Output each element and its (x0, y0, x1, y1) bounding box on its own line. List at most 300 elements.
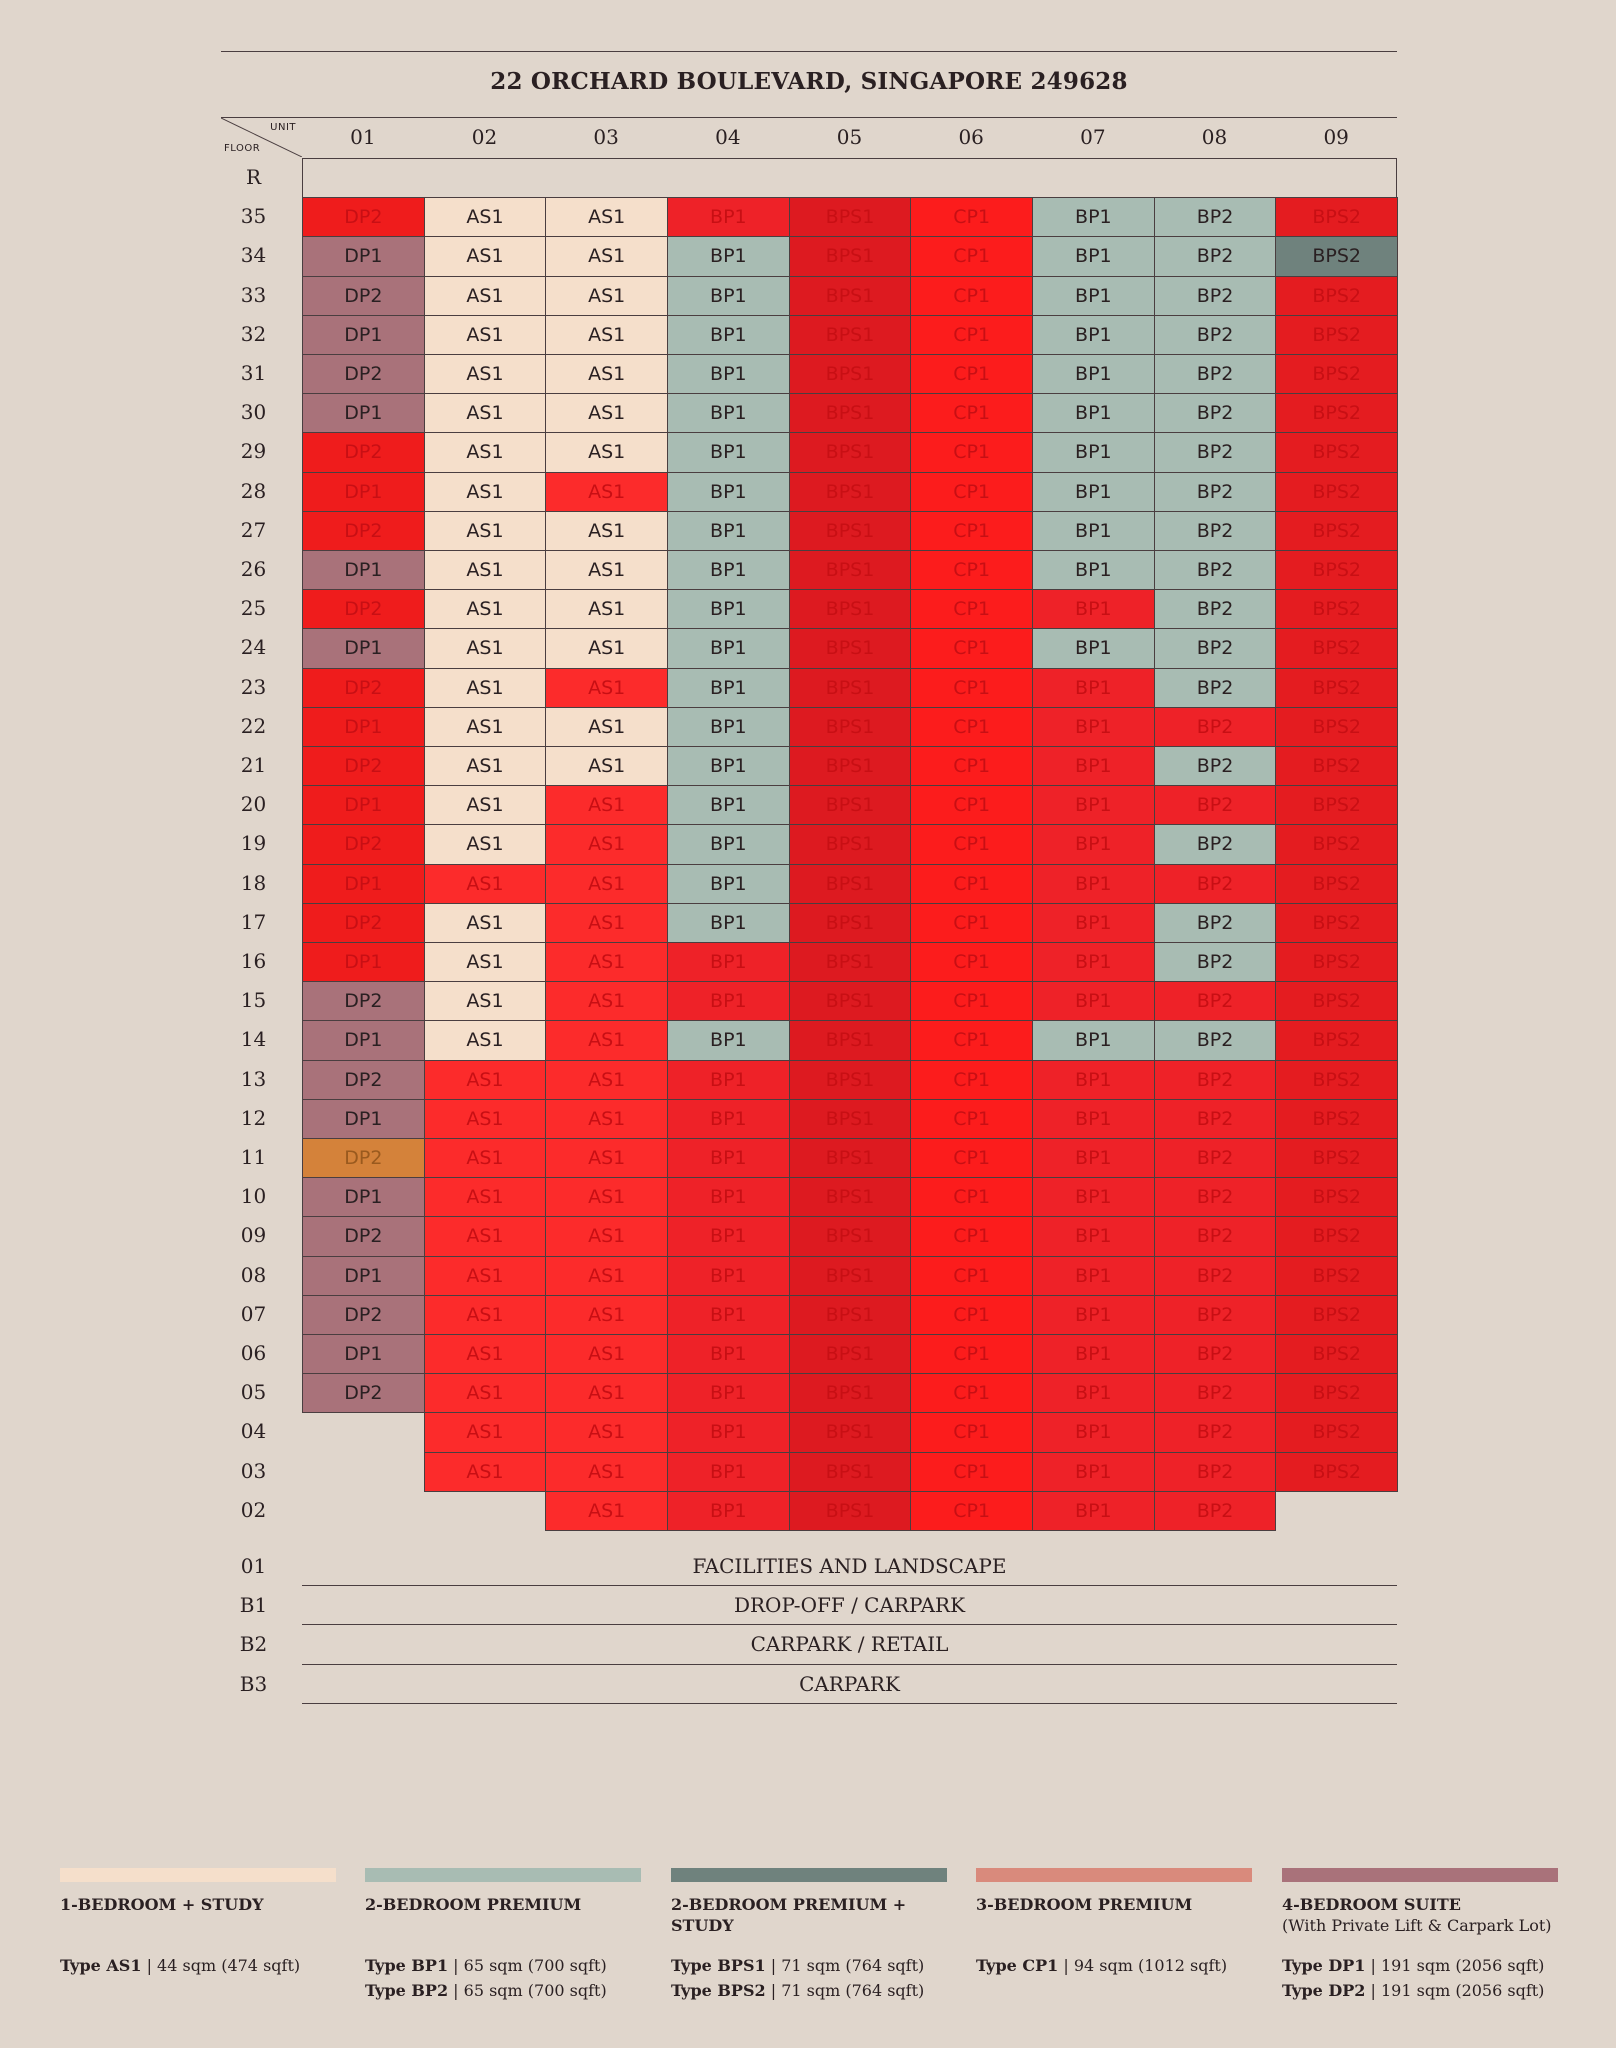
unit-cell[interactable]: DP1 (302, 1099, 425, 1139)
unit-cell[interactable]: BP2 (1154, 1177, 1277, 1217)
unit-cell[interactable]: BPS2 (1275, 1412, 1398, 1452)
unit-cell[interactable]: BPS1 (789, 550, 912, 590)
unit-cell[interactable]: CP1 (910, 1452, 1033, 1492)
unit-cell[interactable]: BP2 (1154, 1295, 1277, 1335)
unit-cell[interactable]: DP1 (302, 707, 425, 747)
unit-cell[interactable]: BP2 (1154, 511, 1277, 551)
unit-cell[interactable]: CP1 (910, 550, 1033, 590)
unit-cell[interactable]: BP1 (1032, 1060, 1155, 1100)
unit-cell[interactable]: AS1 (424, 903, 547, 943)
unit-cell[interactable]: BP1 (667, 903, 790, 943)
unit-cell[interactable]: DP1 (302, 236, 425, 276)
unit-cell[interactable]: AS1 (545, 1177, 668, 1217)
unit-cell[interactable]: BP1 (667, 942, 790, 982)
unit-cell[interactable]: AS1 (424, 393, 547, 433)
unit-cell[interactable]: DP2 (302, 981, 425, 1021)
unit-cell[interactable]: BP1 (667, 1295, 790, 1335)
unit-cell[interactable]: BPS2 (1275, 1216, 1398, 1256)
unit-cell[interactable]: BPS2 (1275, 197, 1398, 237)
unit-cell[interactable]: CP1 (910, 315, 1033, 355)
unit-cell[interactable]: BPS2 (1275, 981, 1398, 1021)
unit-cell[interactable]: BP2 (1154, 707, 1277, 747)
unit-cell[interactable]: BP1 (667, 432, 790, 472)
unit-cell[interactable]: BPS2 (1275, 236, 1398, 276)
unit-cell[interactable]: BP1 (1032, 1491, 1155, 1531)
unit-cell[interactable]: BP1 (667, 550, 790, 590)
unit-cell[interactable]: AS1 (424, 746, 547, 786)
unit-cell[interactable]: BPS1 (789, 824, 912, 864)
unit-cell[interactable]: BP1 (667, 197, 790, 237)
unit-cell[interactable]: CP1 (910, 1177, 1033, 1217)
unit-cell[interactable]: BPS2 (1275, 785, 1398, 825)
unit-cell[interactable]: AS1 (545, 1452, 668, 1492)
unit-cell[interactable]: BP1 (1032, 707, 1155, 747)
unit-cell[interactable]: BPS2 (1275, 1177, 1398, 1217)
unit-cell[interactable]: CP1 (910, 511, 1033, 551)
unit-cell[interactable]: BP1 (667, 707, 790, 747)
unit-cell[interactable]: CP1 (910, 1295, 1033, 1335)
unit-cell[interactable]: CP1 (910, 668, 1033, 708)
unit-cell[interactable]: DP2 (302, 1373, 425, 1413)
unit-cell[interactable]: BP2 (1154, 197, 1277, 237)
unit-cell[interactable]: BPS1 (789, 276, 912, 316)
unit-cell[interactable]: BPS1 (789, 354, 912, 394)
unit-cell[interactable]: CP1 (910, 903, 1033, 943)
unit-cell[interactable]: BPS2 (1275, 1099, 1398, 1139)
unit-cell[interactable]: BP2 (1154, 1452, 1277, 1492)
unit-cell[interactable]: BP1 (667, 511, 790, 551)
unit-cell[interactable]: AS1 (545, 707, 668, 747)
unit-cell[interactable]: AS1 (424, 1373, 547, 1413)
unit-cell[interactable]: AS1 (424, 1334, 547, 1374)
unit-cell[interactable]: AS1 (545, 1256, 668, 1296)
unit-cell[interactable]: BP1 (1032, 550, 1155, 590)
unit-cell[interactable]: CP1 (910, 864, 1033, 904)
unit-cell[interactable]: BP2 (1154, 903, 1277, 943)
unit-cell[interactable]: DP1 (302, 393, 425, 433)
unit-cell[interactable]: AS1 (424, 668, 547, 708)
unit-cell[interactable]: BPS2 (1275, 393, 1398, 433)
unit-cell[interactable]: DP1 (302, 315, 425, 355)
unit-cell[interactable]: BP2 (1154, 1373, 1277, 1413)
unit-cell[interactable]: DP2 (302, 276, 425, 316)
unit-cell[interactable]: BP2 (1154, 393, 1277, 433)
unit-cell[interactable]: CP1 (910, 942, 1033, 982)
unit-cell[interactable]: AS1 (545, 1491, 668, 1531)
unit-cell[interactable]: AS1 (545, 1295, 668, 1335)
unit-cell[interactable]: BPS1 (789, 903, 912, 943)
unit-cell[interactable]: BP1 (1032, 628, 1155, 668)
unit-cell[interactable]: BPS2 (1275, 354, 1398, 394)
unit-cell[interactable]: BPS2 (1275, 1138, 1398, 1178)
unit-cell[interactable]: BP1 (1032, 785, 1155, 825)
unit-cell[interactable]: AS1 (424, 942, 547, 982)
unit-cell[interactable]: BP2 (1154, 981, 1277, 1021)
unit-cell[interactable]: BPS2 (1275, 942, 1398, 982)
unit-cell[interactable]: DP1 (302, 1177, 425, 1217)
unit-cell[interactable]: BP2 (1154, 1491, 1277, 1531)
unit-cell[interactable]: AS1 (545, 864, 668, 904)
unit-cell[interactable]: BP1 (1032, 1334, 1155, 1374)
unit-cell[interactable]: AS1 (545, 1060, 668, 1100)
unit-cell[interactable]: BPS1 (789, 1412, 912, 1452)
unit-cell[interactable]: DP1 (302, 550, 425, 590)
unit-cell[interactable]: BP1 (1032, 903, 1155, 943)
unit-cell[interactable]: AS1 (545, 981, 668, 1021)
unit-cell[interactable]: BP1 (1032, 432, 1155, 472)
unit-cell[interactable]: AS1 (424, 354, 547, 394)
unit-cell[interactable]: BPS1 (789, 942, 912, 982)
unit-cell[interactable]: AS1 (424, 864, 547, 904)
unit-cell[interactable]: BPS1 (789, 1295, 912, 1335)
unit-cell[interactable]: BPS1 (789, 1334, 912, 1374)
unit-cell[interactable]: BPS1 (789, 668, 912, 708)
unit-cell[interactable]: BPS1 (789, 472, 912, 512)
unit-cell[interactable]: AS1 (545, 197, 668, 237)
unit-cell[interactable]: DP2 (302, 668, 425, 708)
unit-cell[interactable]: BP1 (667, 628, 790, 668)
unit-cell[interactable]: BP1 (667, 1491, 790, 1531)
unit-cell[interactable]: AS1 (545, 1373, 668, 1413)
unit-cell[interactable]: AS1 (545, 628, 668, 668)
unit-cell[interactable]: BP2 (1154, 1256, 1277, 1296)
unit-cell[interactable]: AS1 (424, 1099, 547, 1139)
unit-cell[interactable]: DP1 (302, 1334, 425, 1374)
unit-cell[interactable]: BP1 (1032, 511, 1155, 551)
unit-cell[interactable]: CP1 (910, 393, 1033, 433)
unit-cell[interactable]: AS1 (424, 550, 547, 590)
unit-cell[interactable]: BPS1 (789, 1177, 912, 1217)
unit-cell[interactable]: BP1 (1032, 393, 1155, 433)
unit-cell[interactable]: BP1 (1032, 942, 1155, 982)
unit-cell[interactable]: BPS1 (789, 1491, 912, 1531)
unit-cell[interactable]: AS1 (545, 746, 668, 786)
unit-cell[interactable]: DP2 (302, 589, 425, 629)
unit-cell[interactable]: AS1 (424, 785, 547, 825)
unit-cell[interactable]: BPS1 (789, 1452, 912, 1492)
unit-cell[interactable]: BP1 (667, 1412, 790, 1452)
unit-cell[interactable]: BP1 (1032, 1216, 1155, 1256)
unit-cell[interactable]: BP1 (1032, 668, 1155, 708)
unit-cell[interactable]: AS1 (424, 276, 547, 316)
unit-cell[interactable]: DP1 (302, 864, 425, 904)
unit-cell[interactable]: CP1 (910, 1138, 1033, 1178)
unit-cell[interactable]: AS1 (424, 1412, 547, 1452)
unit-cell[interactable]: BPS1 (789, 746, 912, 786)
unit-cell[interactable]: BPS1 (789, 864, 912, 904)
unit-cell[interactable]: AS1 (545, 668, 668, 708)
unit-cell[interactable]: DP2 (302, 1216, 425, 1256)
unit-cell[interactable]: AS1 (545, 276, 668, 316)
unit-cell[interactable]: CP1 (910, 276, 1033, 316)
unit-cell[interactable]: AS1 (545, 903, 668, 943)
unit-cell[interactable]: BPS2 (1275, 472, 1398, 512)
unit-cell[interactable]: AS1 (424, 236, 547, 276)
unit-cell[interactable]: BPS1 (789, 432, 912, 472)
unit-cell[interactable]: BP1 (667, 981, 790, 1021)
unit-cell[interactable]: BP1 (667, 354, 790, 394)
unit-cell[interactable]: BP2 (1154, 628, 1277, 668)
unit-cell[interactable]: BP2 (1154, 864, 1277, 904)
unit-cell[interactable]: BPS2 (1275, 628, 1398, 668)
unit-cell[interactable]: BPS1 (789, 1256, 912, 1296)
unit-cell[interactable]: BP1 (1032, 197, 1155, 237)
unit-cell[interactable]: DP1 (302, 942, 425, 982)
unit-cell[interactable]: DP1 (302, 472, 425, 512)
unit-cell[interactable]: AS1 (424, 628, 547, 668)
unit-cell[interactable]: AS1 (424, 1020, 547, 1060)
unit-cell[interactable]: BP1 (1032, 1177, 1155, 1217)
unit-cell[interactable]: BP2 (1154, 746, 1277, 786)
unit-cell[interactable]: DP2 (302, 746, 425, 786)
unit-cell[interactable]: BP1 (1032, 354, 1155, 394)
unit-cell[interactable]: BPS1 (789, 707, 912, 747)
unit-cell[interactable]: BP1 (1032, 315, 1155, 355)
unit-cell[interactable]: BPS1 (789, 628, 912, 668)
unit-cell[interactable]: AS1 (545, 1099, 668, 1139)
unit-cell[interactable]: BP2 (1154, 1099, 1277, 1139)
unit-cell[interactable]: AS1 (545, 354, 668, 394)
unit-cell[interactable]: AS1 (424, 1060, 547, 1100)
unit-cell[interactable]: BPS2 (1275, 276, 1398, 316)
unit-cell[interactable]: BP1 (1032, 589, 1155, 629)
unit-cell[interactable]: BPS2 (1275, 432, 1398, 472)
unit-cell[interactable]: DP1 (302, 1020, 425, 1060)
unit-cell[interactable]: BPS2 (1275, 1452, 1398, 1492)
unit-cell[interactable]: BPS1 (789, 981, 912, 1021)
unit-cell[interactable]: BP1 (1032, 1256, 1155, 1296)
unit-cell[interactable]: BP1 (667, 276, 790, 316)
unit-cell[interactable]: AS1 (424, 1177, 547, 1217)
unit-cell[interactable]: BPS2 (1275, 1295, 1398, 1335)
unit-cell[interactable]: BP1 (667, 315, 790, 355)
unit-cell[interactable]: BPS2 (1275, 864, 1398, 904)
unit-cell[interactable]: BP1 (667, 1452, 790, 1492)
unit-cell[interactable]: BPS2 (1275, 824, 1398, 864)
unit-cell[interactable]: BP1 (1032, 1295, 1155, 1335)
unit-cell[interactable]: BP1 (1032, 1099, 1155, 1139)
unit-cell[interactable]: AS1 (545, 511, 668, 551)
unit-cell[interactable]: CP1 (910, 785, 1033, 825)
unit-cell[interactable]: BP1 (1032, 236, 1155, 276)
unit-cell[interactable]: CP1 (910, 197, 1033, 237)
unit-cell[interactable]: CP1 (910, 1216, 1033, 1256)
unit-cell[interactable]: CP1 (910, 1373, 1033, 1413)
unit-cell[interactable]: BPS1 (789, 589, 912, 629)
unit-cell[interactable]: BPS2 (1275, 903, 1398, 943)
unit-cell[interactable]: BP2 (1154, 472, 1277, 512)
unit-cell[interactable]: AS1 (545, 393, 668, 433)
unit-cell[interactable]: BP2 (1154, 315, 1277, 355)
unit-cell[interactable]: BP2 (1154, 1412, 1277, 1452)
unit-cell[interactable]: CP1 (910, 589, 1033, 629)
unit-cell[interactable]: CP1 (910, 746, 1033, 786)
unit-cell[interactable]: BPS2 (1275, 1060, 1398, 1100)
unit-cell[interactable]: BP1 (1032, 1452, 1155, 1492)
unit-cell[interactable]: CP1 (910, 707, 1033, 747)
unit-cell[interactable]: AS1 (545, 472, 668, 512)
unit-cell[interactable]: CP1 (910, 354, 1033, 394)
unit-cell[interactable]: BP1 (667, 1177, 790, 1217)
unit-cell[interactable]: AS1 (424, 707, 547, 747)
unit-cell[interactable]: DP2 (302, 432, 425, 472)
unit-cell[interactable]: BP2 (1154, 432, 1277, 472)
unit-cell[interactable]: BP2 (1154, 589, 1277, 629)
unit-cell[interactable]: BP2 (1154, 1334, 1277, 1374)
unit-cell[interactable]: BPS2 (1275, 1020, 1398, 1060)
unit-cell[interactable]: BPS1 (789, 315, 912, 355)
unit-cell[interactable]: BP2 (1154, 1138, 1277, 1178)
unit-cell[interactable]: CP1 (910, 236, 1033, 276)
unit-cell[interactable]: CP1 (910, 1491, 1033, 1531)
unit-cell[interactable]: DP2 (302, 1295, 425, 1335)
unit-cell[interactable]: BP2 (1154, 942, 1277, 982)
unit-cell[interactable]: AS1 (545, 1334, 668, 1374)
unit-cell[interactable]: BPS2 (1275, 1256, 1398, 1296)
unit-cell[interactable]: CP1 (910, 628, 1033, 668)
unit-cell[interactable]: BPS1 (789, 1216, 912, 1256)
unit-cell[interactable]: AS1 (545, 824, 668, 864)
unit-cell[interactable]: BP1 (667, 824, 790, 864)
unit-cell[interactable]: BP1 (667, 1216, 790, 1256)
unit-cell[interactable]: BP2 (1154, 785, 1277, 825)
unit-cell[interactable]: DP2 (302, 1060, 425, 1100)
unit-cell[interactable]: CP1 (910, 1412, 1033, 1452)
unit-cell[interactable]: AS1 (545, 589, 668, 629)
unit-cell[interactable]: BP2 (1154, 668, 1277, 708)
unit-cell[interactable]: BPS1 (789, 1099, 912, 1139)
unit-cell[interactable]: DP2 (302, 1138, 425, 1178)
unit-cell[interactable]: BPS1 (789, 1020, 912, 1060)
unit-cell[interactable]: CP1 (910, 1020, 1033, 1060)
unit-cell[interactable]: BP1 (1032, 824, 1155, 864)
unit-cell[interactable]: BP1 (1032, 746, 1155, 786)
unit-cell[interactable]: AS1 (545, 236, 668, 276)
unit-cell[interactable]: BPS1 (789, 1373, 912, 1413)
unit-cell[interactable]: AS1 (424, 1295, 547, 1335)
unit-cell[interactable]: BPS2 (1275, 511, 1398, 551)
unit-cell[interactable]: AS1 (424, 824, 547, 864)
unit-cell[interactable]: BPS1 (789, 1138, 912, 1178)
unit-cell[interactable]: BP1 (1032, 472, 1155, 512)
unit-cell[interactable]: DP2 (302, 903, 425, 943)
unit-cell[interactable]: BP1 (1032, 1373, 1155, 1413)
unit-cell[interactable]: BP1 (667, 746, 790, 786)
unit-cell[interactable]: BPS2 (1275, 668, 1398, 708)
unit-cell[interactable]: BPS2 (1275, 589, 1398, 629)
unit-cell[interactable]: AS1 (424, 1216, 547, 1256)
unit-cell[interactable]: BP1 (1032, 276, 1155, 316)
unit-cell[interactable]: BPS1 (789, 1060, 912, 1100)
unit-cell[interactable]: BP1 (667, 589, 790, 629)
unit-cell[interactable]: AS1 (545, 785, 668, 825)
unit-cell[interactable]: BP1 (1032, 864, 1155, 904)
unit-cell[interactable]: BPS2 (1275, 1334, 1398, 1374)
unit-cell[interactable]: BPS1 (789, 785, 912, 825)
unit-cell[interactable]: BP1 (667, 1020, 790, 1060)
unit-cell[interactable]: BP1 (1032, 1020, 1155, 1060)
unit-cell[interactable]: BP1 (667, 668, 790, 708)
unit-cell[interactable]: AS1 (424, 472, 547, 512)
unit-cell[interactable]: AS1 (545, 1138, 668, 1178)
unit-cell[interactable]: BP1 (667, 864, 790, 904)
unit-cell[interactable]: BP2 (1154, 824, 1277, 864)
unit-cell[interactable]: AS1 (424, 511, 547, 551)
unit-cell[interactable]: BPS1 (789, 511, 912, 551)
unit-cell[interactable]: BP1 (1032, 1412, 1155, 1452)
unit-cell[interactable]: BP2 (1154, 1060, 1277, 1100)
unit-cell[interactable]: AS1 (424, 432, 547, 472)
unit-cell[interactable]: CP1 (910, 472, 1033, 512)
unit-cell[interactable]: BP1 (667, 1060, 790, 1100)
unit-cell[interactable]: AS1 (424, 981, 547, 1021)
unit-cell[interactable]: BPS1 (789, 236, 912, 276)
unit-cell[interactable]: AS1 (545, 315, 668, 355)
unit-cell[interactable]: AS1 (545, 1020, 668, 1060)
unit-cell[interactable]: CP1 (910, 1334, 1033, 1374)
unit-cell[interactable]: AS1 (545, 942, 668, 982)
unit-cell[interactable]: BPS2 (1275, 315, 1398, 355)
unit-cell[interactable]: BP1 (667, 1256, 790, 1296)
unit-cell[interactable]: BP1 (667, 1099, 790, 1139)
unit-cell[interactable]: DP1 (302, 1256, 425, 1296)
unit-cell[interactable]: DP2 (302, 354, 425, 394)
unit-cell[interactable]: BPS2 (1275, 746, 1398, 786)
unit-cell[interactable]: BP2 (1154, 1216, 1277, 1256)
unit-cell[interactable]: BP1 (667, 472, 790, 512)
unit-cell[interactable]: AS1 (424, 589, 547, 629)
unit-cell[interactable]: BP1 (667, 1138, 790, 1178)
unit-cell[interactable]: BP1 (667, 1373, 790, 1413)
unit-cell[interactable]: BP1 (1032, 1138, 1155, 1178)
unit-cell[interactable]: BP1 (667, 393, 790, 433)
unit-cell[interactable]: BP1 (667, 785, 790, 825)
unit-cell[interactable]: DP1 (302, 628, 425, 668)
unit-cell[interactable]: AS1 (424, 197, 547, 237)
unit-cell[interactable]: CP1 (910, 1060, 1033, 1100)
unit-cell[interactable]: CP1 (910, 432, 1033, 472)
unit-cell[interactable]: AS1 (545, 1412, 668, 1452)
unit-cell[interactable]: BP2 (1154, 236, 1277, 276)
unit-cell[interactable]: BP2 (1154, 276, 1277, 316)
unit-cell[interactable]: BP1 (667, 236, 790, 276)
unit-cell[interactable]: BP1 (667, 1334, 790, 1374)
unit-cell[interactable]: DP1 (302, 785, 425, 825)
unit-cell[interactable]: BPS2 (1275, 550, 1398, 590)
unit-cell[interactable]: CP1 (910, 824, 1033, 864)
unit-cell[interactable]: BPS1 (789, 393, 912, 433)
unit-cell[interactable]: AS1 (424, 1452, 547, 1492)
unit-cell[interactable]: BP2 (1154, 354, 1277, 394)
unit-cell[interactable]: BP1 (1032, 981, 1155, 1021)
unit-cell[interactable]: BPS2 (1275, 1373, 1398, 1413)
unit-cell[interactable]: AS1 (424, 1256, 547, 1296)
unit-cell[interactable]: AS1 (424, 1138, 547, 1178)
unit-cell[interactable]: BP2 (1154, 550, 1277, 590)
unit-cell[interactable]: AS1 (545, 432, 668, 472)
unit-cell[interactable]: BP2 (1154, 1020, 1277, 1060)
unit-cell[interactable]: BPS1 (789, 197, 912, 237)
unit-cell[interactable]: CP1 (910, 981, 1033, 1021)
unit-cell[interactable]: AS1 (545, 550, 668, 590)
unit-cell[interactable]: CP1 (910, 1256, 1033, 1296)
unit-cell[interactable]: BPS2 (1275, 707, 1398, 747)
unit-cell[interactable]: DP2 (302, 511, 425, 551)
unit-cell[interactable]: AS1 (545, 1216, 668, 1256)
unit-cell[interactable]: DP2 (302, 197, 425, 237)
unit-cell[interactable]: AS1 (424, 315, 547, 355)
unit-cell[interactable]: DP2 (302, 824, 425, 864)
